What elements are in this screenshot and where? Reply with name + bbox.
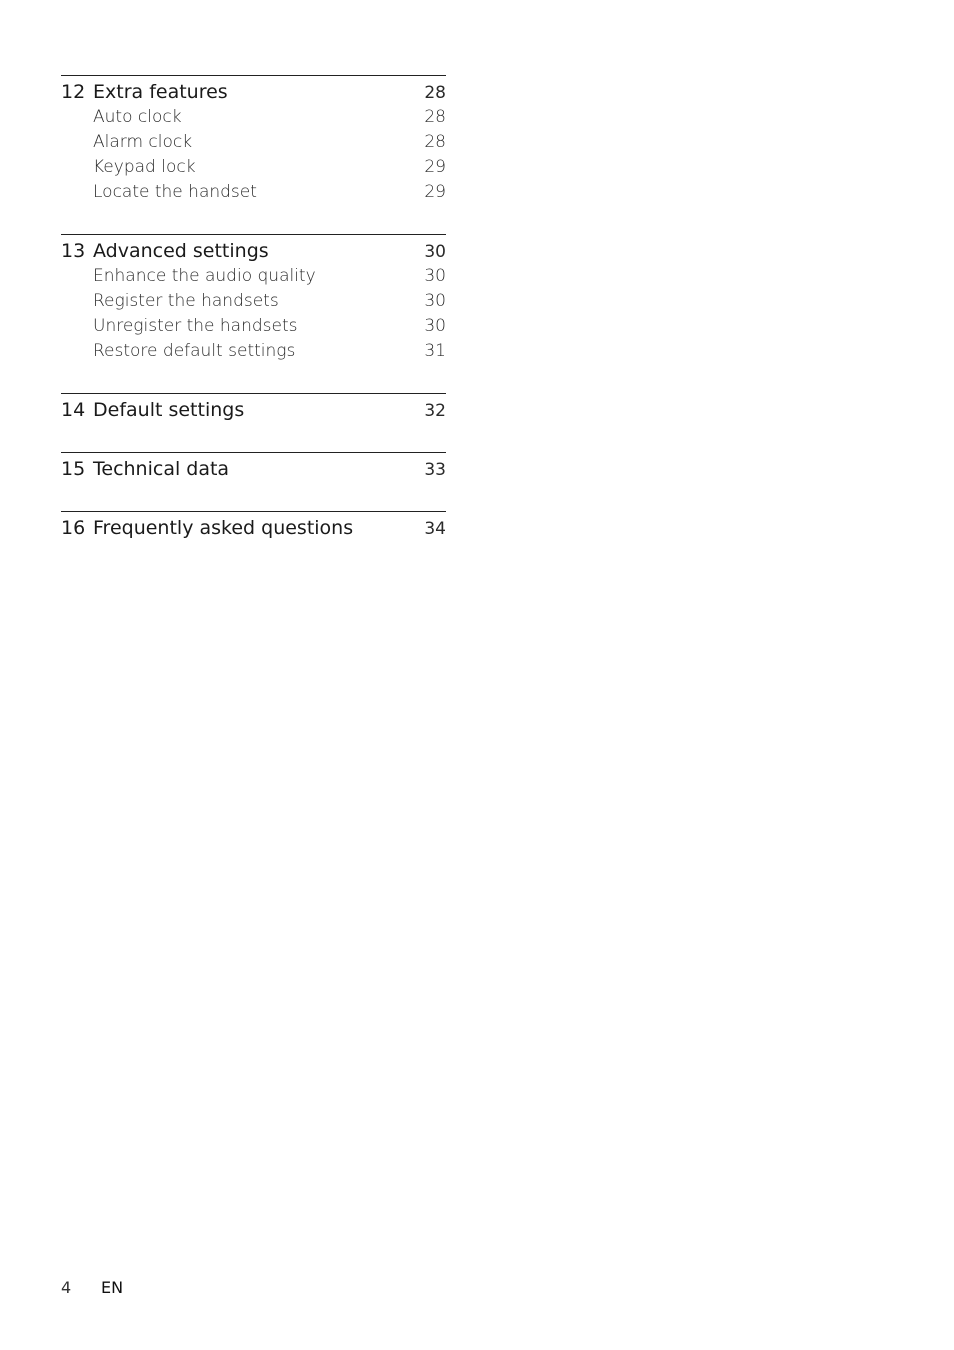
toc-section-heading[interactable] (61, 399, 446, 425)
toc-entry[interactable] (61, 107, 446, 132)
toc-section-heading[interactable] (61, 458, 446, 484)
page-number: 29 (424, 157, 446, 177)
toc-entry[interactable] (61, 182, 446, 207)
entry-title: Register the handsets (93, 291, 279, 311)
toc-section-heading[interactable] (61, 81, 446, 107)
entry-title: Unregister the handsets (93, 316, 298, 336)
toc-entry[interactable] (61, 266, 446, 291)
entry-title: Restore default settings (93, 341, 296, 361)
toc-section-heading[interactable] (61, 517, 446, 543)
entry-title: Keypad lock (93, 157, 196, 177)
section-number: 14 (61, 399, 86, 421)
toc-section (61, 511, 446, 557)
section-title: Default settings (93, 399, 245, 421)
entry-title: Locate the handset (93, 182, 257, 202)
section-title: Advanced settings (93, 240, 269, 262)
page-number: 32 (424, 401, 446, 421)
section-title: Frequently asked questions (93, 517, 354, 539)
toc-entry[interactable] (61, 291, 446, 316)
section-title: Technical data (93, 458, 230, 480)
section-number: 15 (61, 458, 86, 480)
toc-section (61, 234, 446, 393)
page-number: 28 (424, 132, 446, 152)
toc-entry[interactable] (61, 341, 446, 366)
toc-section-heading[interactable] (61, 240, 446, 266)
page-number: 28 (424, 83, 446, 103)
toc-section (61, 393, 446, 452)
section-number: 16 (61, 517, 86, 539)
toc-entry[interactable] (61, 316, 446, 341)
section-number: 12 (61, 81, 86, 103)
page-number: 30 (424, 316, 446, 336)
page-number: 29 (424, 182, 446, 202)
page-number: 34 (424, 519, 446, 539)
toc-entry[interactable] (61, 132, 446, 157)
table-of-contents (61, 75, 446, 557)
page-number: 30 (424, 291, 446, 311)
page-number: 33 (424, 460, 446, 480)
toc-section (61, 452, 446, 511)
toc-entry[interactable] (61, 157, 446, 182)
entry-title: Enhance the audio quality (93, 266, 316, 286)
footer-language-code: EN (101, 1278, 124, 1297)
section-number: 13 (61, 240, 86, 262)
page-number: 28 (424, 107, 446, 127)
page-number: 31 (424, 341, 446, 361)
toc-section (61, 75, 446, 234)
page-number: 30 (424, 266, 446, 286)
page-footer (61, 1278, 123, 1297)
entry-title: Auto clock (93, 107, 182, 127)
footer-page-number: 4 (61, 1278, 72, 1297)
section-title: Extra features (93, 81, 228, 103)
page-number: 30 (424, 242, 446, 262)
entry-title: Alarm clock (93, 132, 193, 152)
